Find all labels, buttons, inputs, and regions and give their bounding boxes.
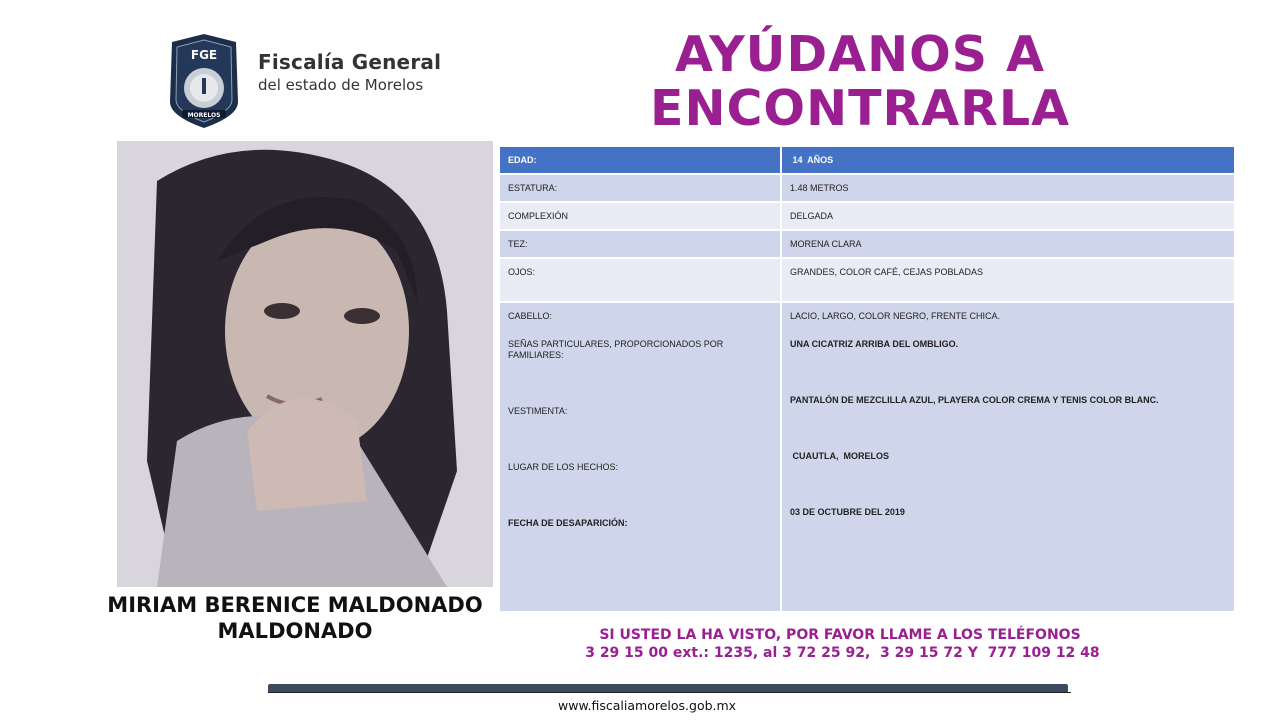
logo-text: FGE: [190, 48, 218, 62]
description-values: [782, 303, 1234, 613]
lugar-value: CUAUTLA, MORELOS: [790, 451, 889, 461]
complexion-value: DELGADA: [782, 203, 1234, 231]
estatura-label: ESTATURA:: [500, 175, 782, 203]
fecha-value: 03 DE OCTUBRE DEL 2019: [790, 507, 905, 517]
org-name: Fiscalía General: [258, 50, 442, 74]
vestimenta-label: VESTIMENTA:: [508, 406, 568, 416]
footer-divider-line: [268, 692, 1071, 693]
tez-label: TEZ:: [500, 231, 782, 259]
missing-person-photo: [117, 141, 493, 587]
estatura-value: 1.48 METROS: [782, 175, 1234, 203]
table-row-tez: [500, 231, 1234, 259]
cabello-label: CABELLO:: [508, 311, 553, 321]
headline-line-2: ENCONTRARLA: [649, 80, 1071, 137]
page-headline: [600, 28, 1120, 136]
table-row-ojos: [500, 259, 1234, 303]
complexion-label: COMPLEXIÓN: [500, 203, 782, 231]
tez-value: MORENA CLARA: [782, 231, 1234, 259]
organization-block: [258, 50, 441, 94]
call-to-action: [560, 626, 1120, 662]
logo-bottom-text: MORELOS: [187, 112, 221, 119]
vestimenta-value: PANTALÓN DE MEZCLILLA AZUL, PLAYERA COLOR CREMA Y TENIS COLOR BLANC.: [790, 395, 1159, 405]
person-name-line-1: MIRIAM BERENICE MALDONADO: [107, 593, 483, 617]
table-row-complexion: [500, 203, 1234, 231]
senas-label: SEÑAS PARTICULARES, PROPORCIONADOS POR FAMILIARES:: [508, 339, 724, 360]
details-table: [500, 147, 1234, 613]
ojos-value: GRANDES, COLOR CAFÉ, CEJAS POBLADAS: [782, 259, 1234, 303]
fge-shield-icon: [166, 32, 242, 130]
table-row-description: [500, 303, 1234, 613]
table-row-estatura: [500, 175, 1234, 203]
person-name-line-2: MALDONADO: [217, 619, 373, 643]
description-labels: [500, 303, 782, 613]
ojos-label: OJOS:: [500, 259, 782, 303]
person-name: [100, 592, 490, 644]
cabello-value: LACIO, LARGO, COLOR NEGRO, FRENTE CHICA.: [790, 311, 1001, 321]
senas-value: UNA CICATRIZ ARRIBA DEL OMBLIGO.: [790, 339, 959, 349]
cta-phone-numbers: 3 29 15 00 ext.: 1235, al 3 72 25 92, 3 29 15 72 Y 777 109 12 48: [580, 645, 1100, 661]
table-row-edad: [500, 147, 1234, 175]
website-url[interactable]: www.fiscaliamorelos.gob.mx: [558, 698, 737, 713]
org-subtitle: del estado de Morelos: [258, 76, 424, 94]
cta-line-1: SI USTED LA HA VISTO, POR FAVOR LLAME A LOS TELÉFONOS: [599, 627, 1081, 643]
edad-label: EDAD:: [500, 147, 782, 175]
lugar-label: LUGAR DE LOS HECHOS:: [508, 462, 619, 472]
headline-line-1: AYÚDANOS A: [674, 26, 1046, 83]
fecha-label: FECHA DE DESAPARICIÓN:: [508, 518, 628, 528]
edad-value: 14 AÑOS: [782, 147, 1234, 175]
